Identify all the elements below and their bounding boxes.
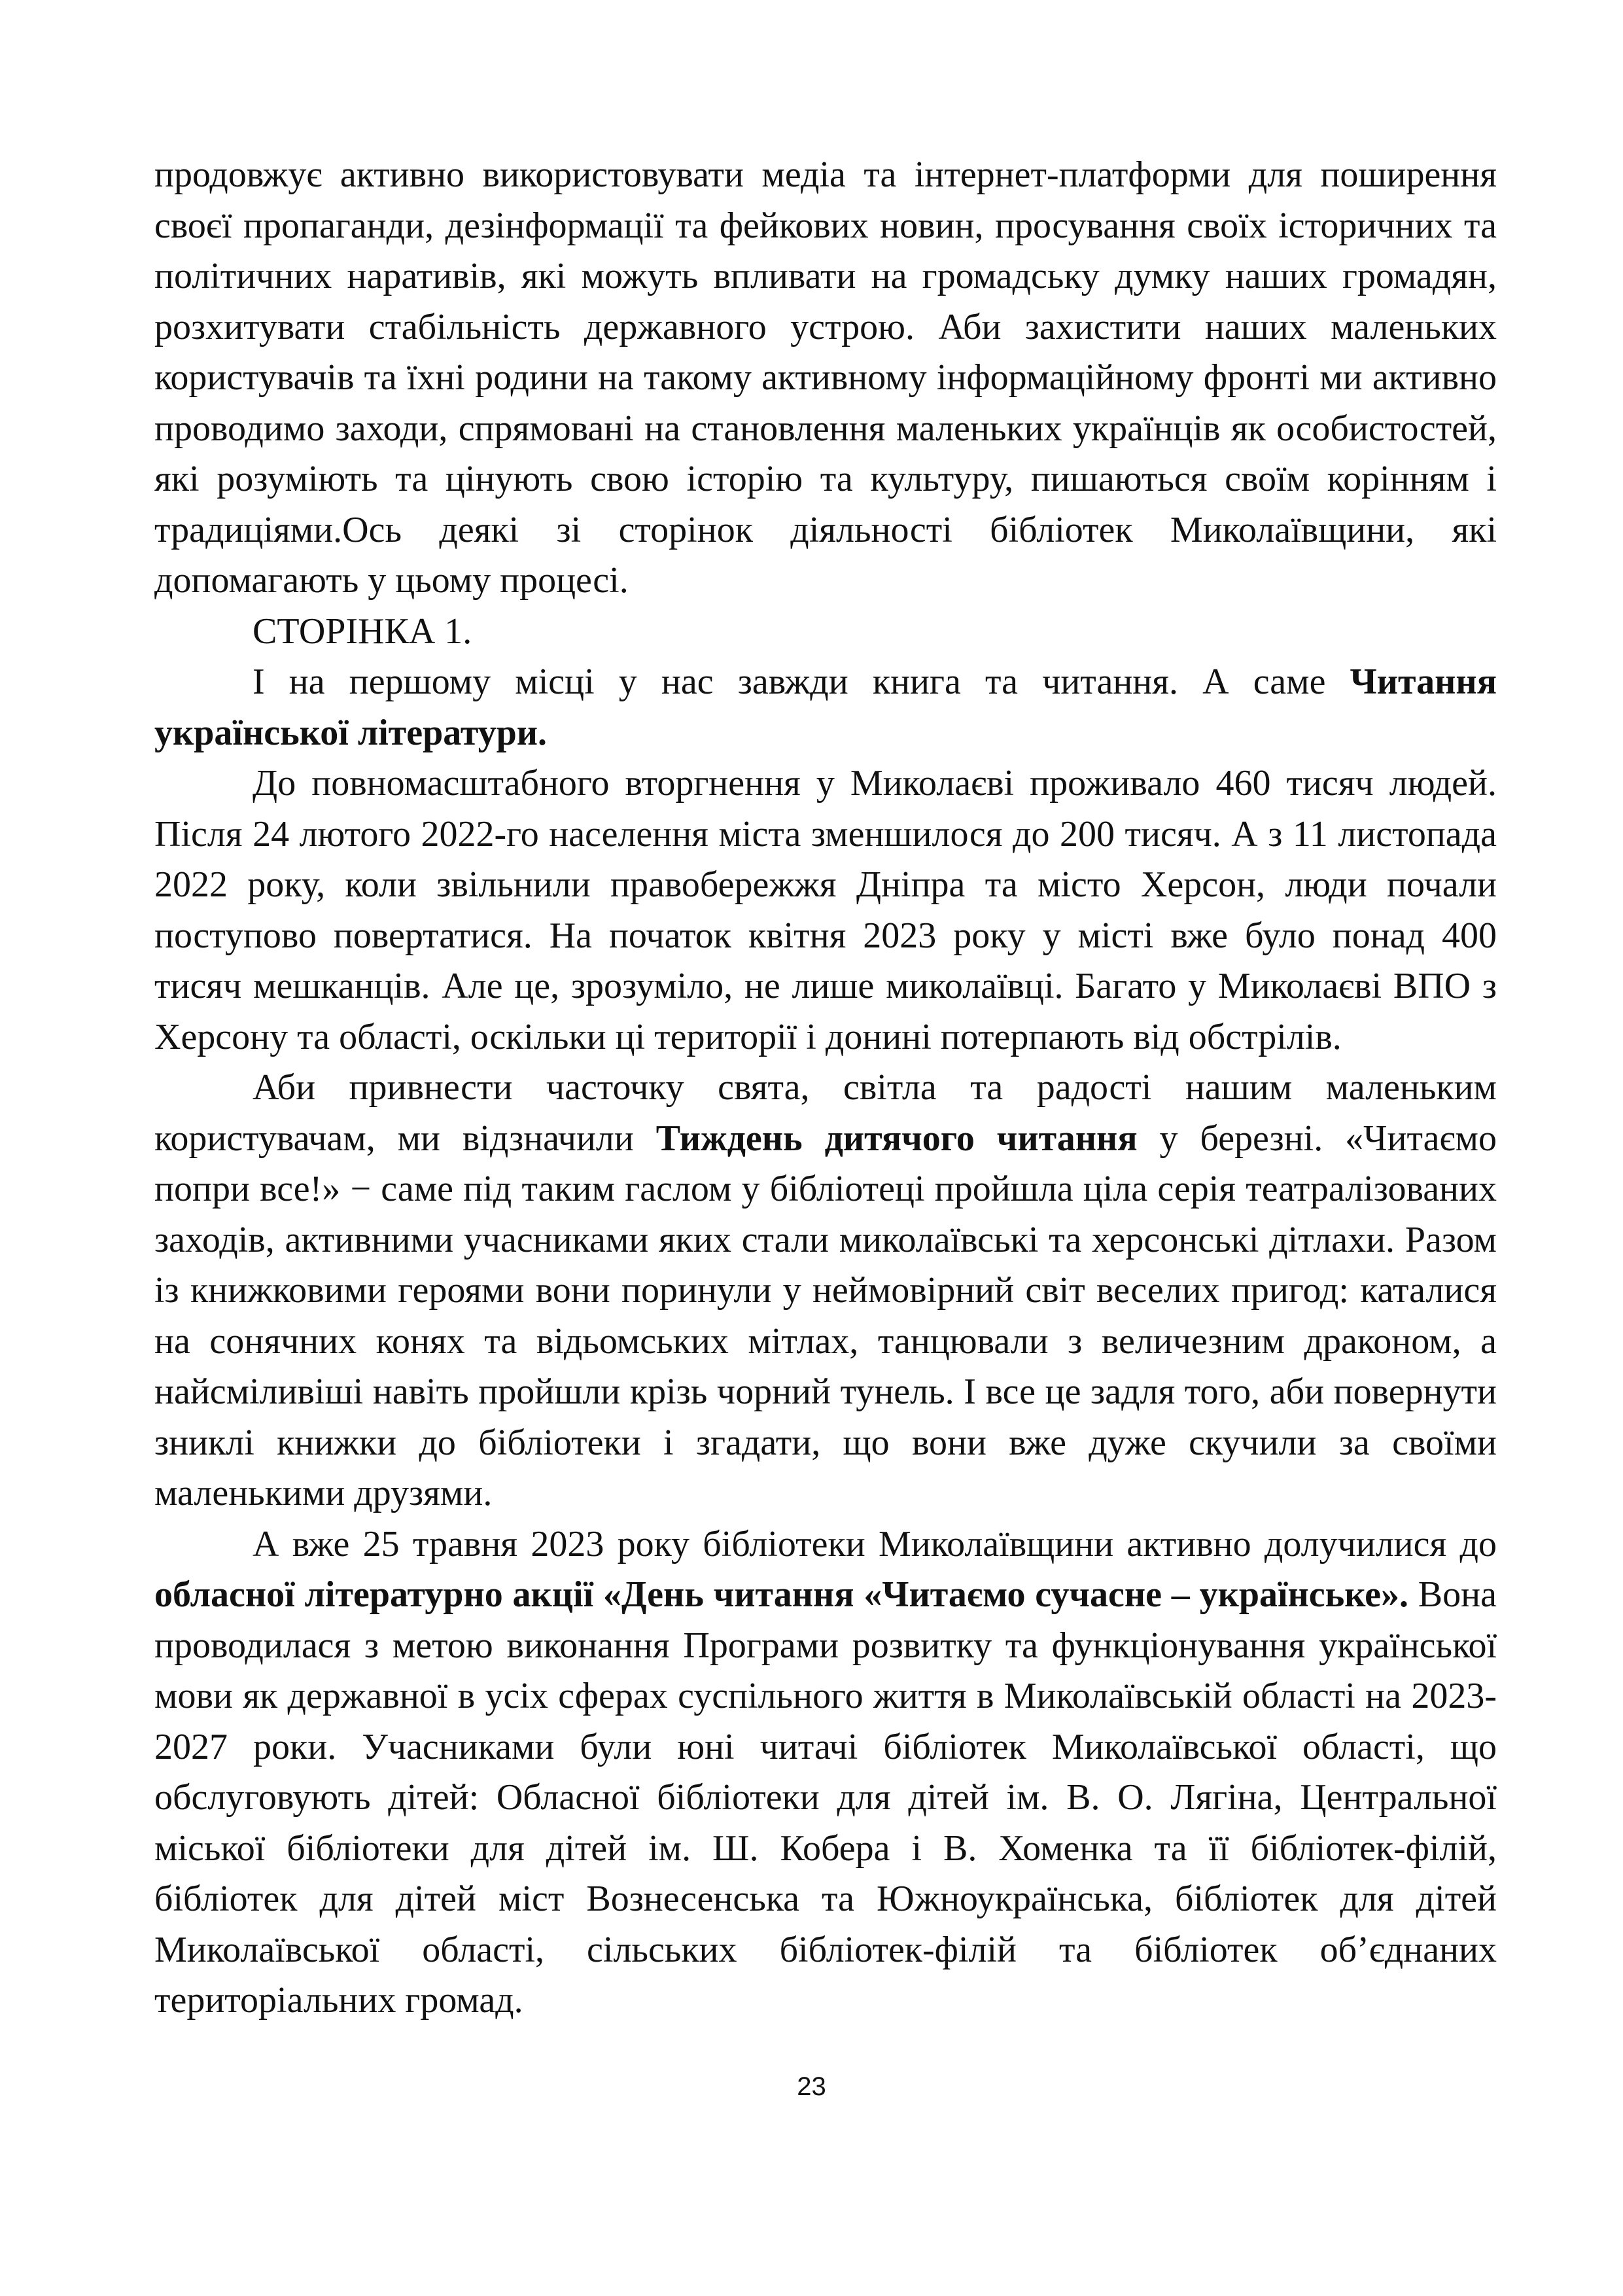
paragraph-text: Аби привнести часточку свята, світла та радості нашим маленьким користувачам, ми відзначили xyxy=(154,1067,1497,1159)
paragraph-population: До повномасштабного вторгнення у Миколаєві проживало 460 тисяч людей. Після 24 лютого 2022-го населення міста зменшилося до 200 тисяч. А з 11 листопада 2022 року, коли звільнили правобережжя Дніпра та місто Херсон, люди почали поступово повертатися. На початок квітня 2023 року у місті вже було понад 400 тисяч мешканців. Але це, зрозуміло, не лише миколаївці. Багато у Миколаєві ВПО з Херсону та області, оскільки ці території і донині потерпають від обстрілів. xyxy=(154,763,1497,1057)
bold-emphasis: обласної літературно акції «День читання «Читаємо сучасне – українське». xyxy=(154,1574,1409,1615)
paragraph-text: у березні. «Читаємо попри все!» − саме під таким гаслом у бібліотеці пройшла ціла серія театралізованих заходів, активними учасниками яких стали миколаївські та херсонські дітлахи. Разом із книжковими героями вони поринули у неймовірний світ веселих пригод: каталися на сонячних конях та відьомських мітлах, танцювали з величезним драконом, а найсміливіші навіть пройшли крізь чорний тунель. І все це задля того, аби повернути зниклі книжки до бібліотеки і згадати, що вони вже дуже скучили за своїми маленькими друзями. xyxy=(154,1118,1497,1513)
paragraph-text: А вже 25 травня 2023 року бібліотеки Миколаївщини активно долучилися до xyxy=(253,1523,1497,1564)
paragraph-reading-intro xyxy=(154,657,1497,758)
paragraph-text: Вона проводилася з метою виконання Програми розвитку та функціонування української мови як державної в усіх сферах суспільного життя в Миколаївській області на 2023-2027 роки. Учасниками були юні читачі бібліотек Миколаївської області, що обслуговують дітей: Обласної бібліотеки для дітей ім. В. О. Лягіна, Центральної міської бібліотеки для дітей ім. Ш. Кобера і В. Хоменка та її бібліотек-філій, бібліотек для дітей міст Вознесенська та Южноукраїнська, бібліотек для дітей Миколаївської області, сільських бібліотек-філій та бібліотек об’єднаних територіальних громад. xyxy=(154,1574,1497,2021)
document-body xyxy=(154,150,1497,2026)
section-heading: СТОРІНКА 1. xyxy=(253,610,472,652)
page-number: 23 xyxy=(797,2072,826,2101)
bold-emphasis: Тиждень дитячого читання xyxy=(655,1118,1138,1159)
paragraph-text: І на першому місці у нас завжди книга та читання. А саме xyxy=(253,662,1350,702)
bold-emphasis: Читання української літератури. xyxy=(154,662,1497,753)
paragraph-continuation: продовжує активно використовувати медіа та інтернет-платформи для поширення своєї пропаганди, дезінформації та фейкових новин, просування своїх історичних та політичних наративів, які можуть впливати на громадську думку наших громадян, розхитувати стабільність державного устрою. Аби захистити наших маленьких користувачів та їхні родини на такому активному інформаційному фронті ми активно проводимо заходи, спрямовані на становлення маленьких українців як особистостей, які розуміють та цінують свою історію та культуру, пишаються своїм корінням і традиціями.Ось деякі зі сторінок діяльності бібліотек Миколаївщини, які допомагають у цьому процесі. xyxy=(154,154,1497,601)
paragraph-reading-week xyxy=(154,1063,1497,1519)
paragraph-reading-day xyxy=(154,1519,1497,2026)
